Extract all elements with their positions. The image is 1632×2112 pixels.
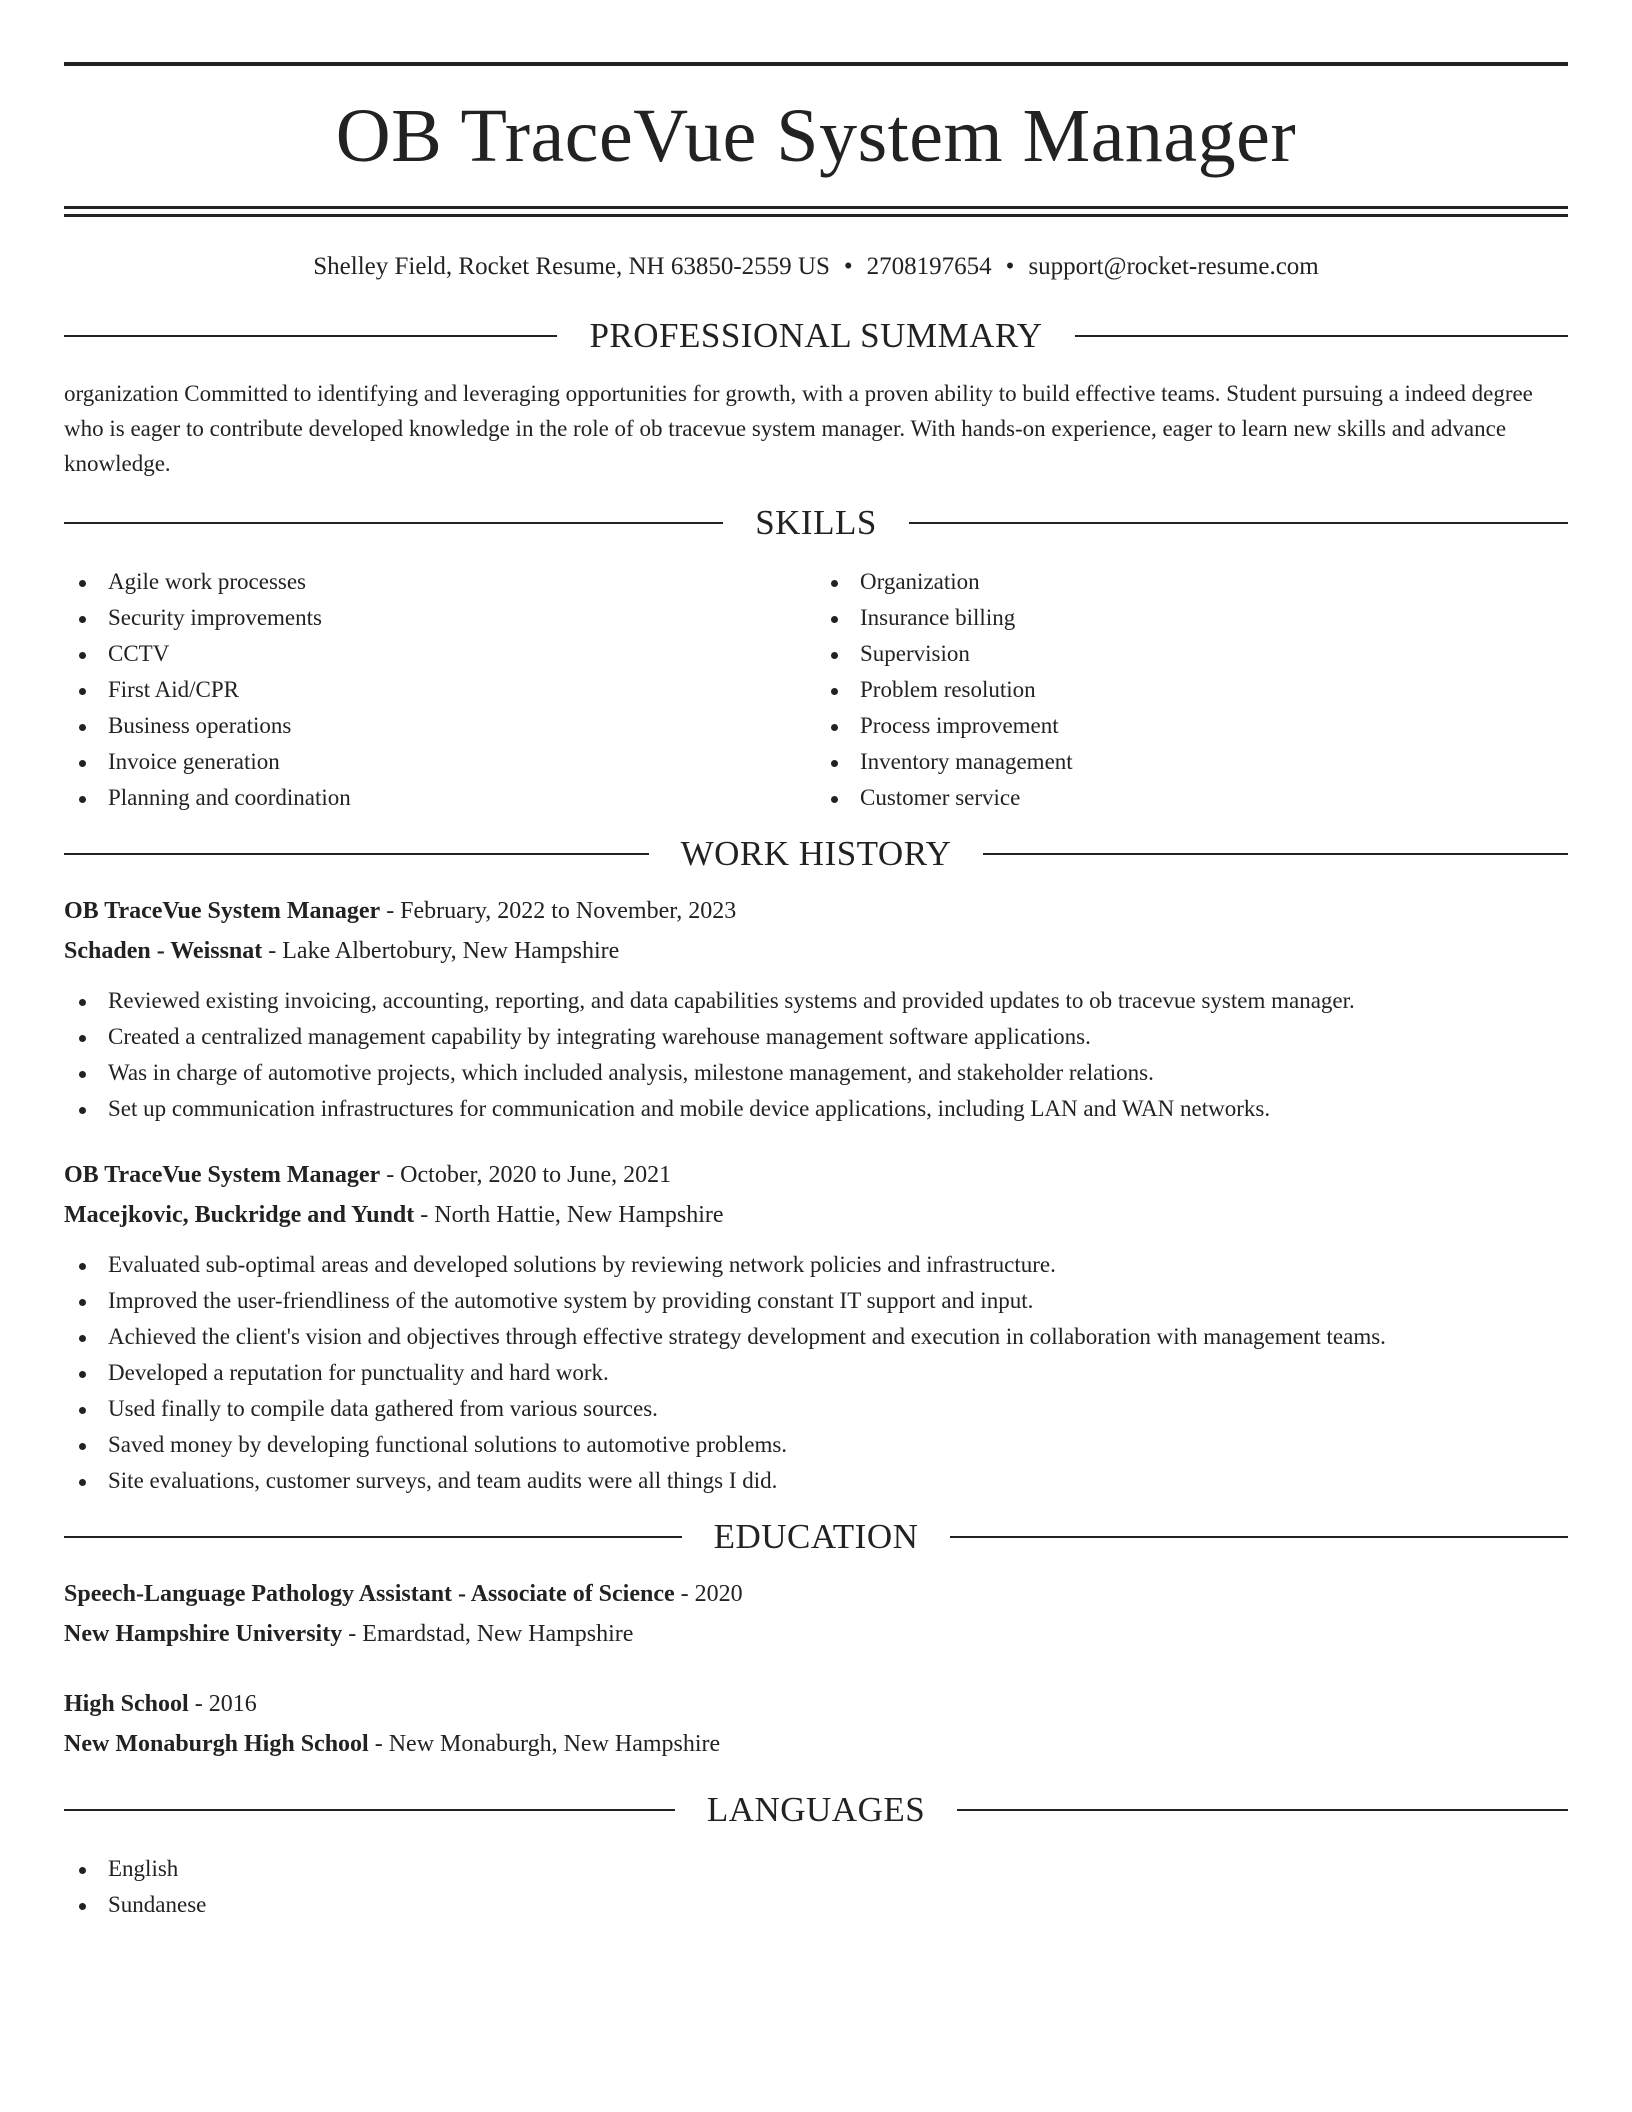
languages-list bbox=[64, 1851, 1568, 1923]
job-company-line bbox=[64, 1195, 1568, 1235]
job-bullet: Was in charge of automotive projects, which included analysis, milestone management, and stakeholder relations. bbox=[64, 1055, 1568, 1091]
education-school: New Monaburgh High School bbox=[64, 1731, 369, 1757]
education-degree: Speech-Language Pathology Assistant - Associate of Science bbox=[64, 1581, 675, 1607]
education-degree-line bbox=[64, 1684, 1568, 1724]
job-entry bbox=[64, 1155, 1568, 1499]
section-title: PROFESSIONAL SUMMARY bbox=[589, 316, 1043, 355]
skill-item: First Aid/CPR bbox=[64, 672, 816, 708]
heading-rule bbox=[64, 1536, 682, 1538]
heading-rule bbox=[1075, 335, 1568, 337]
job-bullets bbox=[64, 1247, 1568, 1499]
heading-rule bbox=[983, 853, 1568, 855]
job-dates: - February, 2022 to November, 2023 bbox=[380, 898, 737, 924]
education-location: - New Monaburgh, New Hampshire bbox=[368, 1731, 721, 1757]
job-title-line bbox=[64, 891, 1568, 931]
job-position: OB TraceVue System Manager bbox=[64, 1162, 381, 1188]
job-bullet: Used finally to compile data gathered from various sources. bbox=[64, 1391, 1568, 1427]
section-title: EDUCATION bbox=[713, 1517, 919, 1556]
job-location: - Lake Albertobury, New Hampshire bbox=[262, 938, 620, 964]
job-position: OB TraceVue System Manager bbox=[64, 898, 381, 924]
heading-rule bbox=[64, 522, 723, 524]
skill-item: Business operations bbox=[64, 708, 816, 744]
job-bullet: Site evaluations, customer surveys, and team audits were all things I did. bbox=[64, 1463, 1568, 1499]
skill-item: Inventory management bbox=[816, 744, 1568, 780]
education-school-line bbox=[64, 1614, 1568, 1654]
job-bullet: Achieved the client's vision and objectives through effective strategy development and execution in collaboration with management teams. bbox=[64, 1319, 1568, 1355]
skill-item: Agile work processes bbox=[64, 564, 816, 600]
header-top-rule bbox=[64, 62, 1568, 66]
skill-item: Customer service bbox=[816, 780, 1568, 816]
resume-name: OB TraceVue System Manager bbox=[335, 94, 1297, 178]
skills-list bbox=[64, 564, 1568, 816]
section-title: LANGUAGES bbox=[706, 1790, 926, 1829]
summary-text: organization Committed to identifying and leveraging opportunities for growth, with a proven ability to build effective teams. Student pursuing a indeed degree who is eager to contribute developed knowledge in the role of ob tracevue system manager. With hands-on experience, eager to learn new skills and advance knowledge. bbox=[64, 381, 1533, 476]
skill-item: Supervision bbox=[816, 636, 1568, 672]
job-company: Macejkovic, Buckridge and Yundt bbox=[64, 1202, 415, 1228]
heading-rule bbox=[909, 522, 1568, 524]
job-company: Schaden - Weissnat bbox=[64, 938, 263, 964]
skill-item: Insurance billing bbox=[816, 600, 1568, 636]
skills-column-right bbox=[816, 564, 1568, 816]
education-degree: High School bbox=[64, 1691, 189, 1717]
job-bullet: Reviewed existing invoicing, accounting, reporting, and data capabilities systems and provided updates to ob tracevue system manager. bbox=[64, 983, 1568, 1019]
job-bullet: Set up communication infrastructures for communication and mobile device applications, including LAN and WAN networks. bbox=[64, 1091, 1568, 1127]
education-location: - Emardstad, New Hampshire bbox=[342, 1621, 634, 1647]
section-heading-education bbox=[64, 1519, 1568, 1554]
contact-email: support@rocket-resume.com bbox=[1028, 253, 1319, 280]
language-item: English bbox=[64, 1851, 1568, 1887]
education-school: New Hampshire University bbox=[64, 1621, 343, 1647]
job-bullet: Developed a reputation for punctuality and hard work. bbox=[64, 1355, 1568, 1391]
education-year: - 2016 bbox=[188, 1691, 257, 1717]
skill-item: Process improvement bbox=[816, 708, 1568, 744]
job-bullet: Created a centralized management capability by integrating warehouse management software applications. bbox=[64, 1019, 1568, 1055]
section-heading-skills bbox=[64, 505, 1568, 540]
education-entry bbox=[64, 1684, 1568, 1764]
contact-line bbox=[64, 252, 1568, 282]
contact-address: Shelley Field, Rocket Resume, NH 63850-2559 US bbox=[313, 253, 830, 280]
job-entry bbox=[64, 891, 1568, 1127]
skill-item: Organization bbox=[816, 564, 1568, 600]
job-dates: - October, 2020 to June, 2021 bbox=[380, 1162, 672, 1188]
skill-item: Invoice generation bbox=[64, 744, 816, 780]
job-company-line bbox=[64, 931, 1568, 971]
language-item: Sundanese bbox=[64, 1887, 1568, 1923]
education-degree-line bbox=[64, 1574, 1568, 1614]
section-heading-summary bbox=[64, 318, 1568, 353]
job-title-line bbox=[64, 1155, 1568, 1195]
job-bullets bbox=[64, 983, 1568, 1127]
job-bullet: Evaluated sub-optimal areas and developed solutions by reviewing network policies and infrastructure. bbox=[64, 1247, 1568, 1283]
section-title: SKILLS bbox=[755, 503, 877, 542]
job-bullet: Improved the user-friendliness of the automotive system by providing constant IT support and input. bbox=[64, 1283, 1568, 1319]
header-double-rule bbox=[64, 206, 1568, 217]
heading-rule bbox=[950, 1536, 1568, 1538]
heading-rule bbox=[64, 1809, 675, 1811]
heading-rule bbox=[957, 1809, 1568, 1811]
section-heading-work bbox=[64, 836, 1568, 871]
skill-item: Security improvements bbox=[64, 600, 816, 636]
heading-rule bbox=[64, 853, 649, 855]
section-heading-languages bbox=[64, 1792, 1568, 1827]
skills-column-left bbox=[64, 564, 816, 816]
heading-rule bbox=[64, 335, 557, 337]
job-bullet: Saved money by developing functional solutions to automotive problems. bbox=[64, 1427, 1568, 1463]
education-year: - 2020 bbox=[674, 1581, 743, 1607]
contact-phone: 2708197654 bbox=[866, 253, 992, 280]
contact-separator: • bbox=[843, 253, 853, 280]
skill-item: Problem resolution bbox=[816, 672, 1568, 708]
contact-separator: • bbox=[1005, 253, 1015, 280]
skill-item: CCTV bbox=[64, 636, 816, 672]
education-entry bbox=[64, 1574, 1568, 1654]
education-school-line bbox=[64, 1724, 1568, 1764]
skill-item: Planning and coordination bbox=[64, 780, 816, 816]
section-title: WORK HISTORY bbox=[680, 834, 952, 873]
job-location: - North Hattie, New Hampshire bbox=[414, 1202, 724, 1228]
